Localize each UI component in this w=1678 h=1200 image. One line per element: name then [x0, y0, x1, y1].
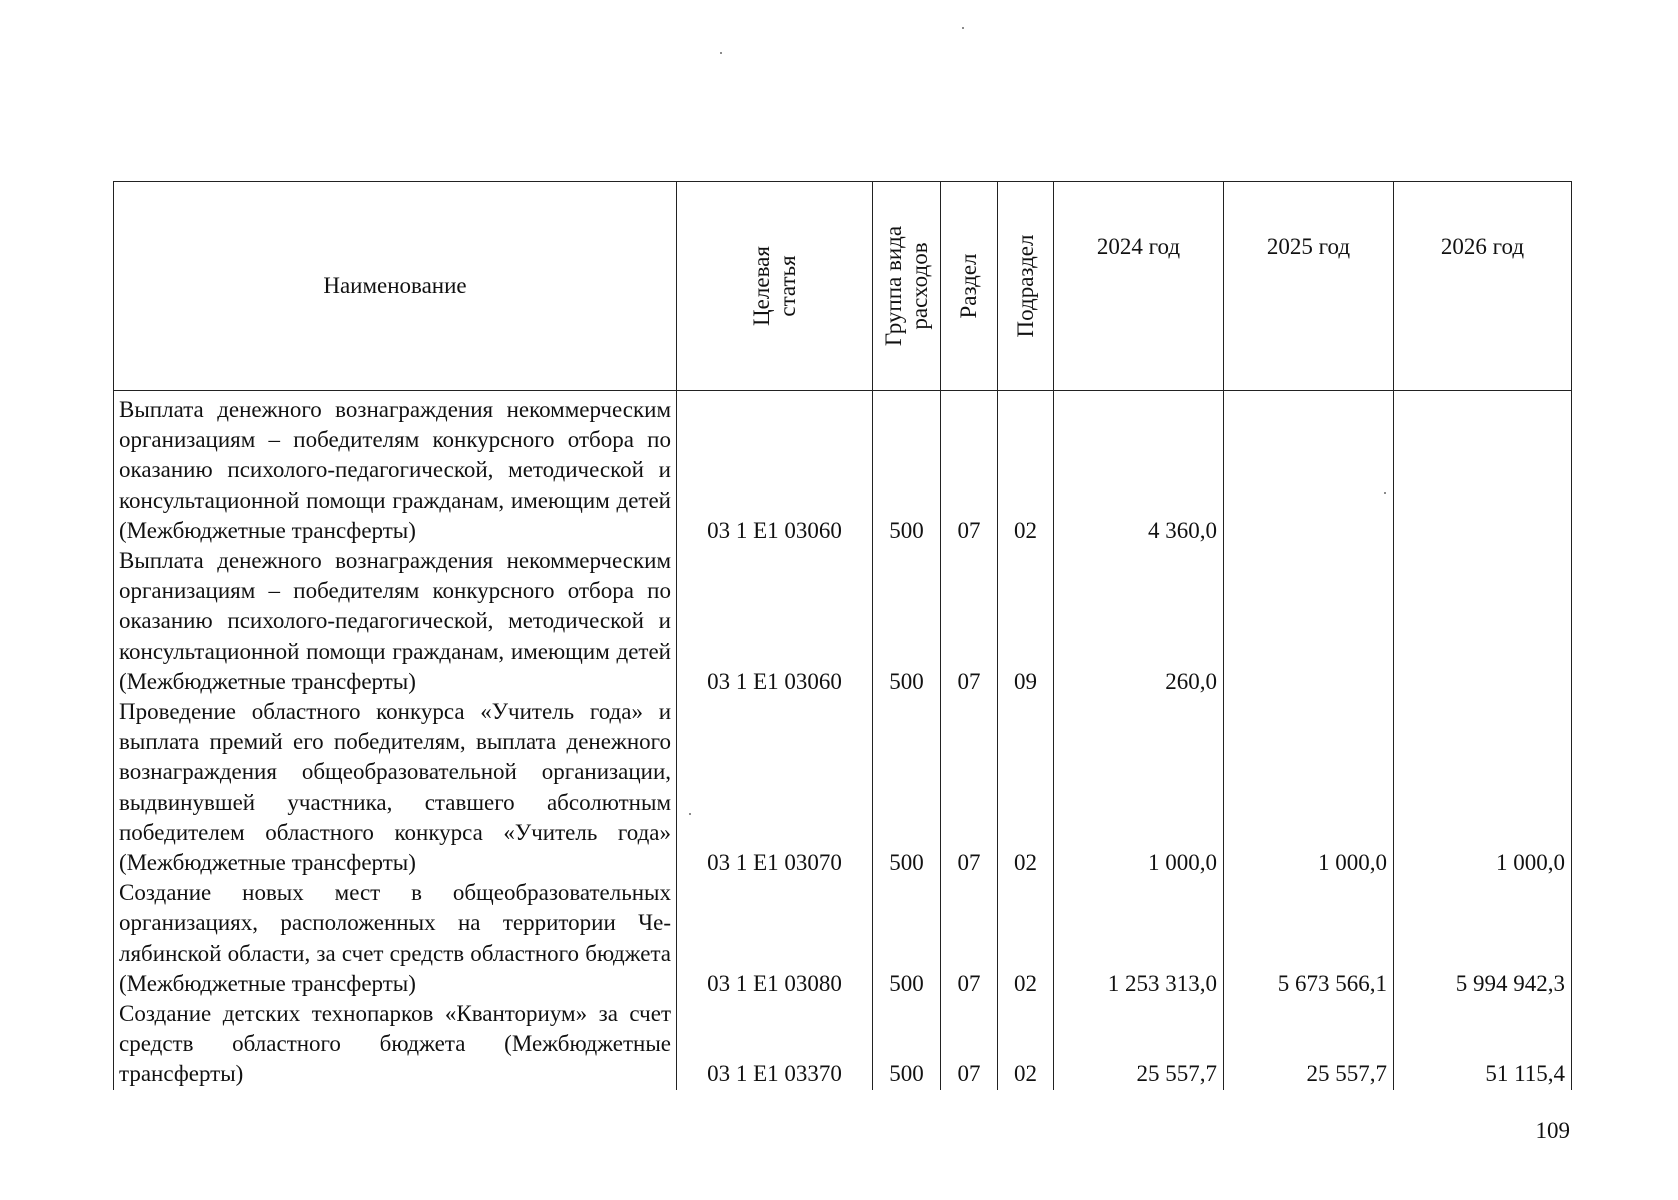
row-subsection: 02 [998, 697, 1054, 878]
table-row [114, 697, 1572, 878]
row-2026: 5 994 942,3 [1394, 878, 1572, 999]
table-row [114, 546, 1572, 697]
row-group: 500 [873, 878, 941, 999]
row-name: Выплата денежного вознаграждения некоммерческим организациям – победителям конкурсного отбора по оказанию психолого-педагогической, методической и консультационной помощи гражданам, имеющим детей (Межбюджетные трансферты) [114, 391, 677, 547]
table-header-row [114, 182, 1572, 391]
scan-speck [689, 813, 691, 815]
row-target: 03 1 Е1 03070 [677, 697, 873, 878]
header-section: Раздел [941, 182, 998, 391]
row-2026 [1394, 391, 1572, 547]
row-section: 07 [941, 546, 998, 697]
row-2024: 4 360,0 [1054, 391, 1224, 547]
row-2024: 1 000,0 [1054, 697, 1224, 878]
row-group: 500 [873, 697, 941, 878]
header-2025: 2025 год [1224, 182, 1394, 391]
row-subsection: 09 [998, 546, 1054, 697]
row-section: 07 [941, 878, 998, 999]
page-number: 109 [1535, 1118, 1570, 1143]
row-name: Создание детских технопарков «Кванториум» за счет средств областного бюджета (Межбюджетные трансферты) [114, 999, 677, 1090]
row-2026: 1 000,0 [1394, 697, 1572, 878]
scan-speck [1384, 492, 1386, 494]
row-name: Создание новых мест в общеобразовательных организациях, расположенных на территории Челябинской области, за счет средств областного бюджета (Межбюджетные трансферты) [114, 878, 677, 999]
budget-table [113, 181, 1572, 1090]
header-name: Наименование [114, 182, 677, 391]
row-2025: 1 000,0 [1224, 697, 1394, 878]
header-target: Целевая статья [677, 182, 873, 391]
row-2025: 5 673 566,1 [1224, 878, 1394, 999]
scan-speck [962, 27, 964, 29]
row-section: 07 [941, 391, 998, 547]
header-2024: 2024 год [1054, 182, 1224, 391]
table-row [114, 999, 1572, 1090]
table-row [114, 391, 1572, 547]
row-2024: 1 253 313,0 [1054, 878, 1224, 999]
row-group: 500 [873, 546, 941, 697]
row-target: 03 1 Е1 03060 [677, 546, 873, 697]
row-subsection: 02 [998, 391, 1054, 547]
row-section: 07 [941, 697, 998, 878]
row-target: 03 1 Е1 03060 [677, 391, 873, 547]
row-target: 03 1 Е1 03370 [677, 999, 873, 1090]
row-2026 [1394, 546, 1572, 697]
row-subsection: 02 [998, 878, 1054, 999]
row-2025: 25 557,7 [1224, 999, 1394, 1090]
row-2025 [1224, 546, 1394, 697]
header-subsection: Подраздел [998, 182, 1054, 391]
row-target: 03 1 Е1 03080 [677, 878, 873, 999]
row-2024: 25 557,7 [1054, 999, 1224, 1090]
row-2025 [1224, 391, 1394, 547]
row-subsection: 02 [998, 999, 1054, 1090]
row-2026: 51 115,4 [1394, 999, 1572, 1090]
row-name: Выплата денежного вознаграждения некоммерческим организациям – победителям конкурсного отбора по оказанию психолого-педагогической, методической и консультационной помощи гражданам, имеющим детей (Межбюджетные трансферты) [114, 546, 677, 697]
row-group: 500 [873, 391, 941, 547]
header-2026: 2026 год [1394, 182, 1572, 391]
scan-speck [720, 52, 722, 54]
row-name: Проведение областного конкурса «Учитель года» и выплата премий его победителям, выплата денежного вознаграждения общеобразовательной организации, выдвинувшей участника, ставшего абсолютным победителем областного конкурса «Учитель года» (Межбюджетные трансферты) [114, 697, 677, 878]
row-section: 07 [941, 999, 998, 1090]
header-group: Группа вида расходов [873, 182, 941, 391]
row-group: 500 [873, 999, 941, 1090]
table-row [114, 878, 1572, 999]
row-2024: 260,0 [1054, 546, 1224, 697]
